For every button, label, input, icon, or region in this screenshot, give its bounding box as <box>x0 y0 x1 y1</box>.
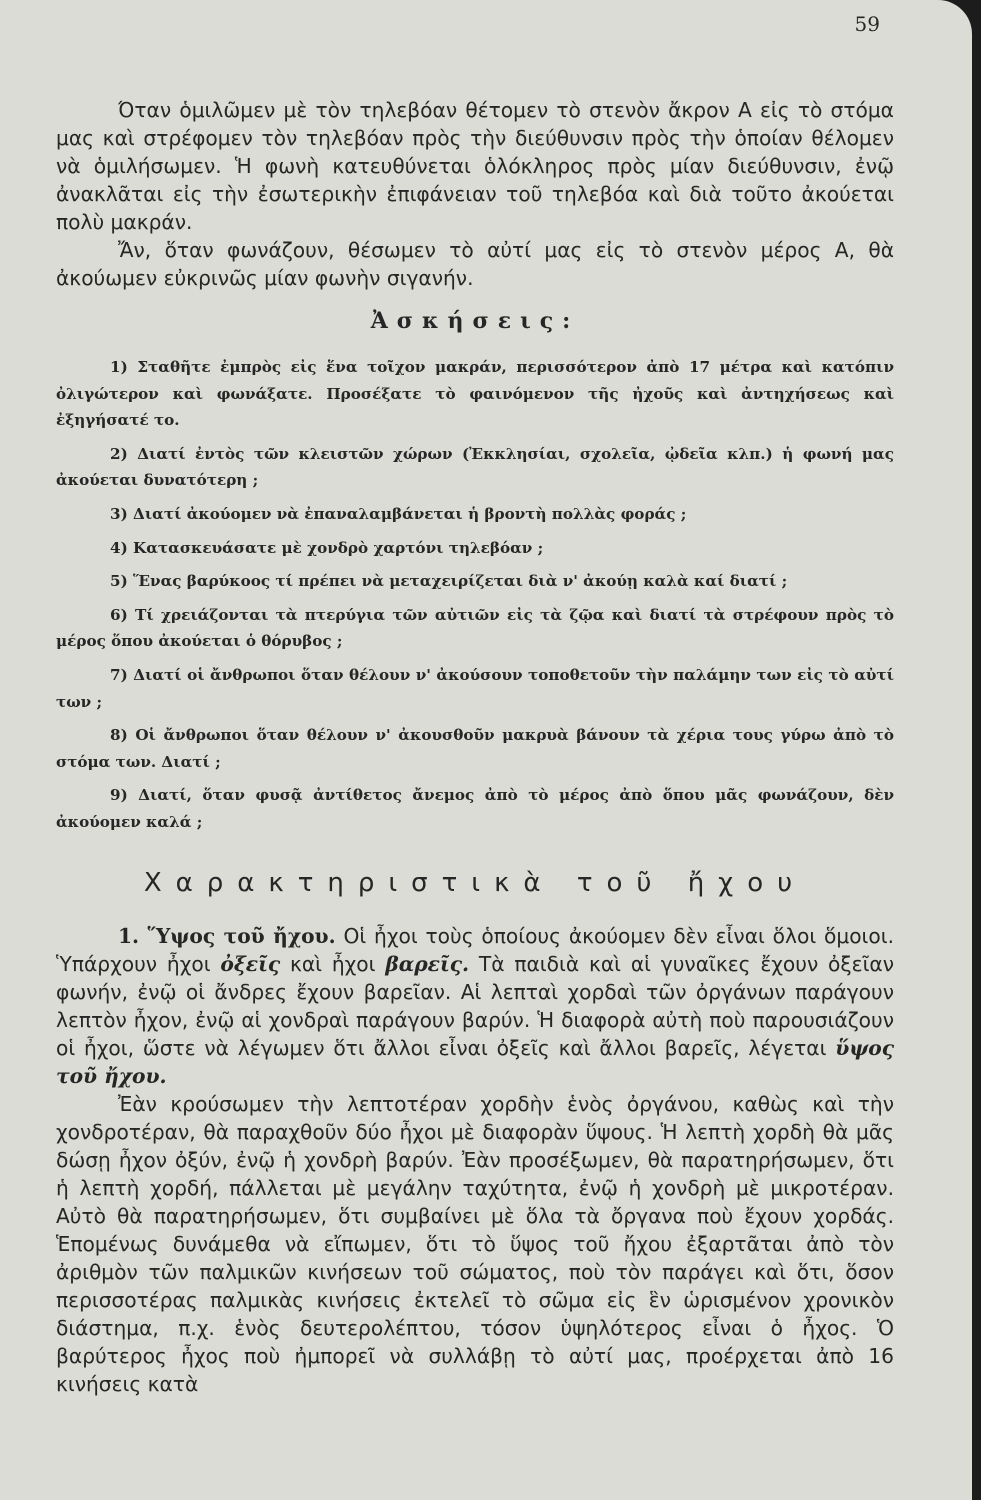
exercise-item: 8) Οἱ ἄνθρωποι ὅταν θέλουν ν' ἀκουσθοῦν μακρυὰ βάνουν τὰ χέρια τους γύρω ἀπὸ τὸ στόμα των. Διατί ; <box>56 726 894 771</box>
term-pitch: ὕψος τοῦ ἤχου. <box>56 1035 894 1088</box>
exercise-item: 9) Διατί, ὅταν φυσᾷ ἀντίθετος ἄνεμος ἀπὸ τὸ μέρος ἀπὸ ὅπου μᾶς φωνάζουν, δὲν ἀκούομεν καλά ; <box>56 786 894 831</box>
term-deep: βαρεῖς. <box>385 951 470 976</box>
exercise-item: 5) Ἕνας βαρύκοος τί πρέπει νὰ μεταχειρίζεται διὰ ν' ἀκούῃ καλὰ καί διατί ; <box>110 572 788 591</box>
strings-paragraph: Ἐὰν κρούσωμεν τὴν λεπτοτέραν χορδὴν ἑνὸς ὀργάνου, καθὼς καὶ τὴν χονδροτέραν, θὰ παραχθοῦν δύο ἦχοι μὲ διαφορὰν ὕψους. Ἡ λεπτὴ χορδὴ θὰ μᾶς δώσῃ ἦχον ὀξύν, ἐνῷ ἡ χονδρὴ βαρύν. Ἐὰν προσέξωμεν, θὰ παρατηρήσωμεν, ὅτι ἡ λεπτὴ χορδή, πάλλεται μὲ μεγάλην ταχύτητα, ἐνῷ ἡ χονδρὴ μὲ μικροτέραν. Αὐτὸ θὰ παρατηρήσωμεν, ὅτι συμβαίνει μὲ ὅλα τὰ ὄργανα ποὺ ἔχουν χορδάς. Ἑπομένως δυνάμεθα νὰ εἴπωμεν, ὅτι τὸ ὕψος τοῦ ἤχου ἐξαρτᾶται ἀπὸ τὸν ἀριθμὸν τῶν παλμικῶν κινήσεων τοῦ σώματος, ποὺ τὸν παράγει καὶ ὅτι, ὅσον περισσοτέρας παλμικὰς κινήσεις ἐκτελεῖ τὸ σῶμα εἰς ἓν ὡρισμένον χρονικὸν διάστημα, π.χ. ἑνὸς δευτερολέπτου, τόσον ὑψηλότερος εἶναι ὁ ἦχος. Ὁ βαρύτερος ἦχος ποὺ ἠμπορεῖ νὰ συλλάβῃ τὸ αὐτί μας, προέρχεται ἀπὸ 16 κινήσεις κατὰ <box>56 1091 894 1396</box>
exercise-item: 3) Διατί ἀκούομεν νὰ ἐπαναλαμβάνεται ἡ βροντὴ πολλὰς φοράς ; <box>110 504 687 523</box>
pitch-text-a: Οἱ ἦχοι τοὺς ὁποίους ἀκούομεν δὲν εἶναι ὅλοι ὅμοιοι. Ὑπάρχουν ἦχοι <box>56 923 894 976</box>
pitch-text-c: καὶ ἦχοι <box>280 951 386 976</box>
exercise-item: 1) Σταθῆτε ἐμπρὸς εἰς ἕνα τοῖχον μακράν, περισσότερον ἀπὸ 17 μέτρα καὶ κατόπιν ὀλιγώτερον καὶ φωνάξατε. Προσέξατε τὸ φαινόμενον τῆς ἠχοῦς καὶ ἀντηχήσεως καὶ ἐξηγήσατέ το. <box>56 358 894 430</box>
intro-paragraph-1: Όταν ὁμιλῶμεν μὲ τὸν τηλεβόαν θέτομεν τὸ στενὸν ἄκρον Α εἰς τὸ στόμα μας καὶ στρέφομεν τὸν τηλεβόαν πρὸς τὴν διεύθυνσιν πρὸς τὴν ὁποίαν θέλομεν νὰ ὁμιλήσωμεν. Ἡ φωνὴ κατευθύνεται ὁλόκληρος πρὸς μίαν διεύθυνσιν, ἐνῷ ἀνακλᾶται εἰς τὴν ἐσωτερικὴν ἐπιφάνειαν τοῦ τηλεβόα καὶ διὰ τοῦτο ἀκούεται πολὺ μακράν. <box>56 98 894 234</box>
exercise-item: 6) Τί χρειάζονται τὰ πτερύγια τῶν αὐτιῶν εἰς τὰ ζῷα καὶ διατί τὰ στρέφουν πρὸς τὸ μέρος ὅπου ἀκούεται ὁ θόρυβος ; <box>56 605 894 651</box>
page-number: 59 <box>854 12 880 36</box>
exercise-list <box>56 354 894 836</box>
pitch-paragraph <box>56 922 894 1090</box>
intro-paragraph-2: Ἄν, ὅταν φωνάζουν, θέσωμεν τὸ αὐτί μας εἰς τὸ στενὸν μέρος Α, θὰ ἀκούωμεν εὐκρινῶς μίαν φωνὴν σιγανήν. <box>56 238 894 290</box>
term-sharp: ὀξεῖς <box>220 951 281 976</box>
exercises-heading: Ἀσκήσεις: <box>370 308 580 334</box>
section-title: Χαρακτηριστικὰ τοῦ ἤχου <box>143 867 807 898</box>
exercise-item: 2) Διατί ἐντὸς τῶν κλειστῶν χώρων (Ἐκκλησίαι, σχολεῖα, ᾠδεῖα κλπ.) ἡ φωνή μας ἀκούεται δυνατότερη ; <box>56 444 894 490</box>
pitch-text-d: Τὰ παιδιὰ καὶ αἱ γυναῖκες ἔχουν ὀξεῖαν φωνήν, ἐνῷ οἱ ἄνδρες ἔχουν βαρεῖαν. Αἱ λεπταὶ χορδαὶ τῶν ὀργάνων παράγουν λεπτὸν ἦχον, ἐνῷ αἱ χονδραὶ παράγουν βαρύν. Ἡ διαφορὰ αὐτὴ ποὺ παρουσιάζουν οἱ ἦχοι, ὥστε νὰ λέγωμεν ὅτι ἄλλοι εἶναι ὀξεῖς καὶ ἄλλοι βαρεῖς, λέγεται <box>56 951 894 1060</box>
exercise-item: 7) Διατί οἱ ἄνθρωποι ὅταν θέλουν ν' ἀκούσουν τοποθετοῦν τὴν παλάμην των εἰς τὸ αὐτί των ; <box>56 665 894 711</box>
pitch-lead: 1. Ὕψος τοῦ ἤχου. <box>118 923 336 948</box>
exercise-item: 4) Κατασκευάσατε μὲ χονδρὸ χαρτόνι τηλεβόαν ; <box>110 538 544 557</box>
